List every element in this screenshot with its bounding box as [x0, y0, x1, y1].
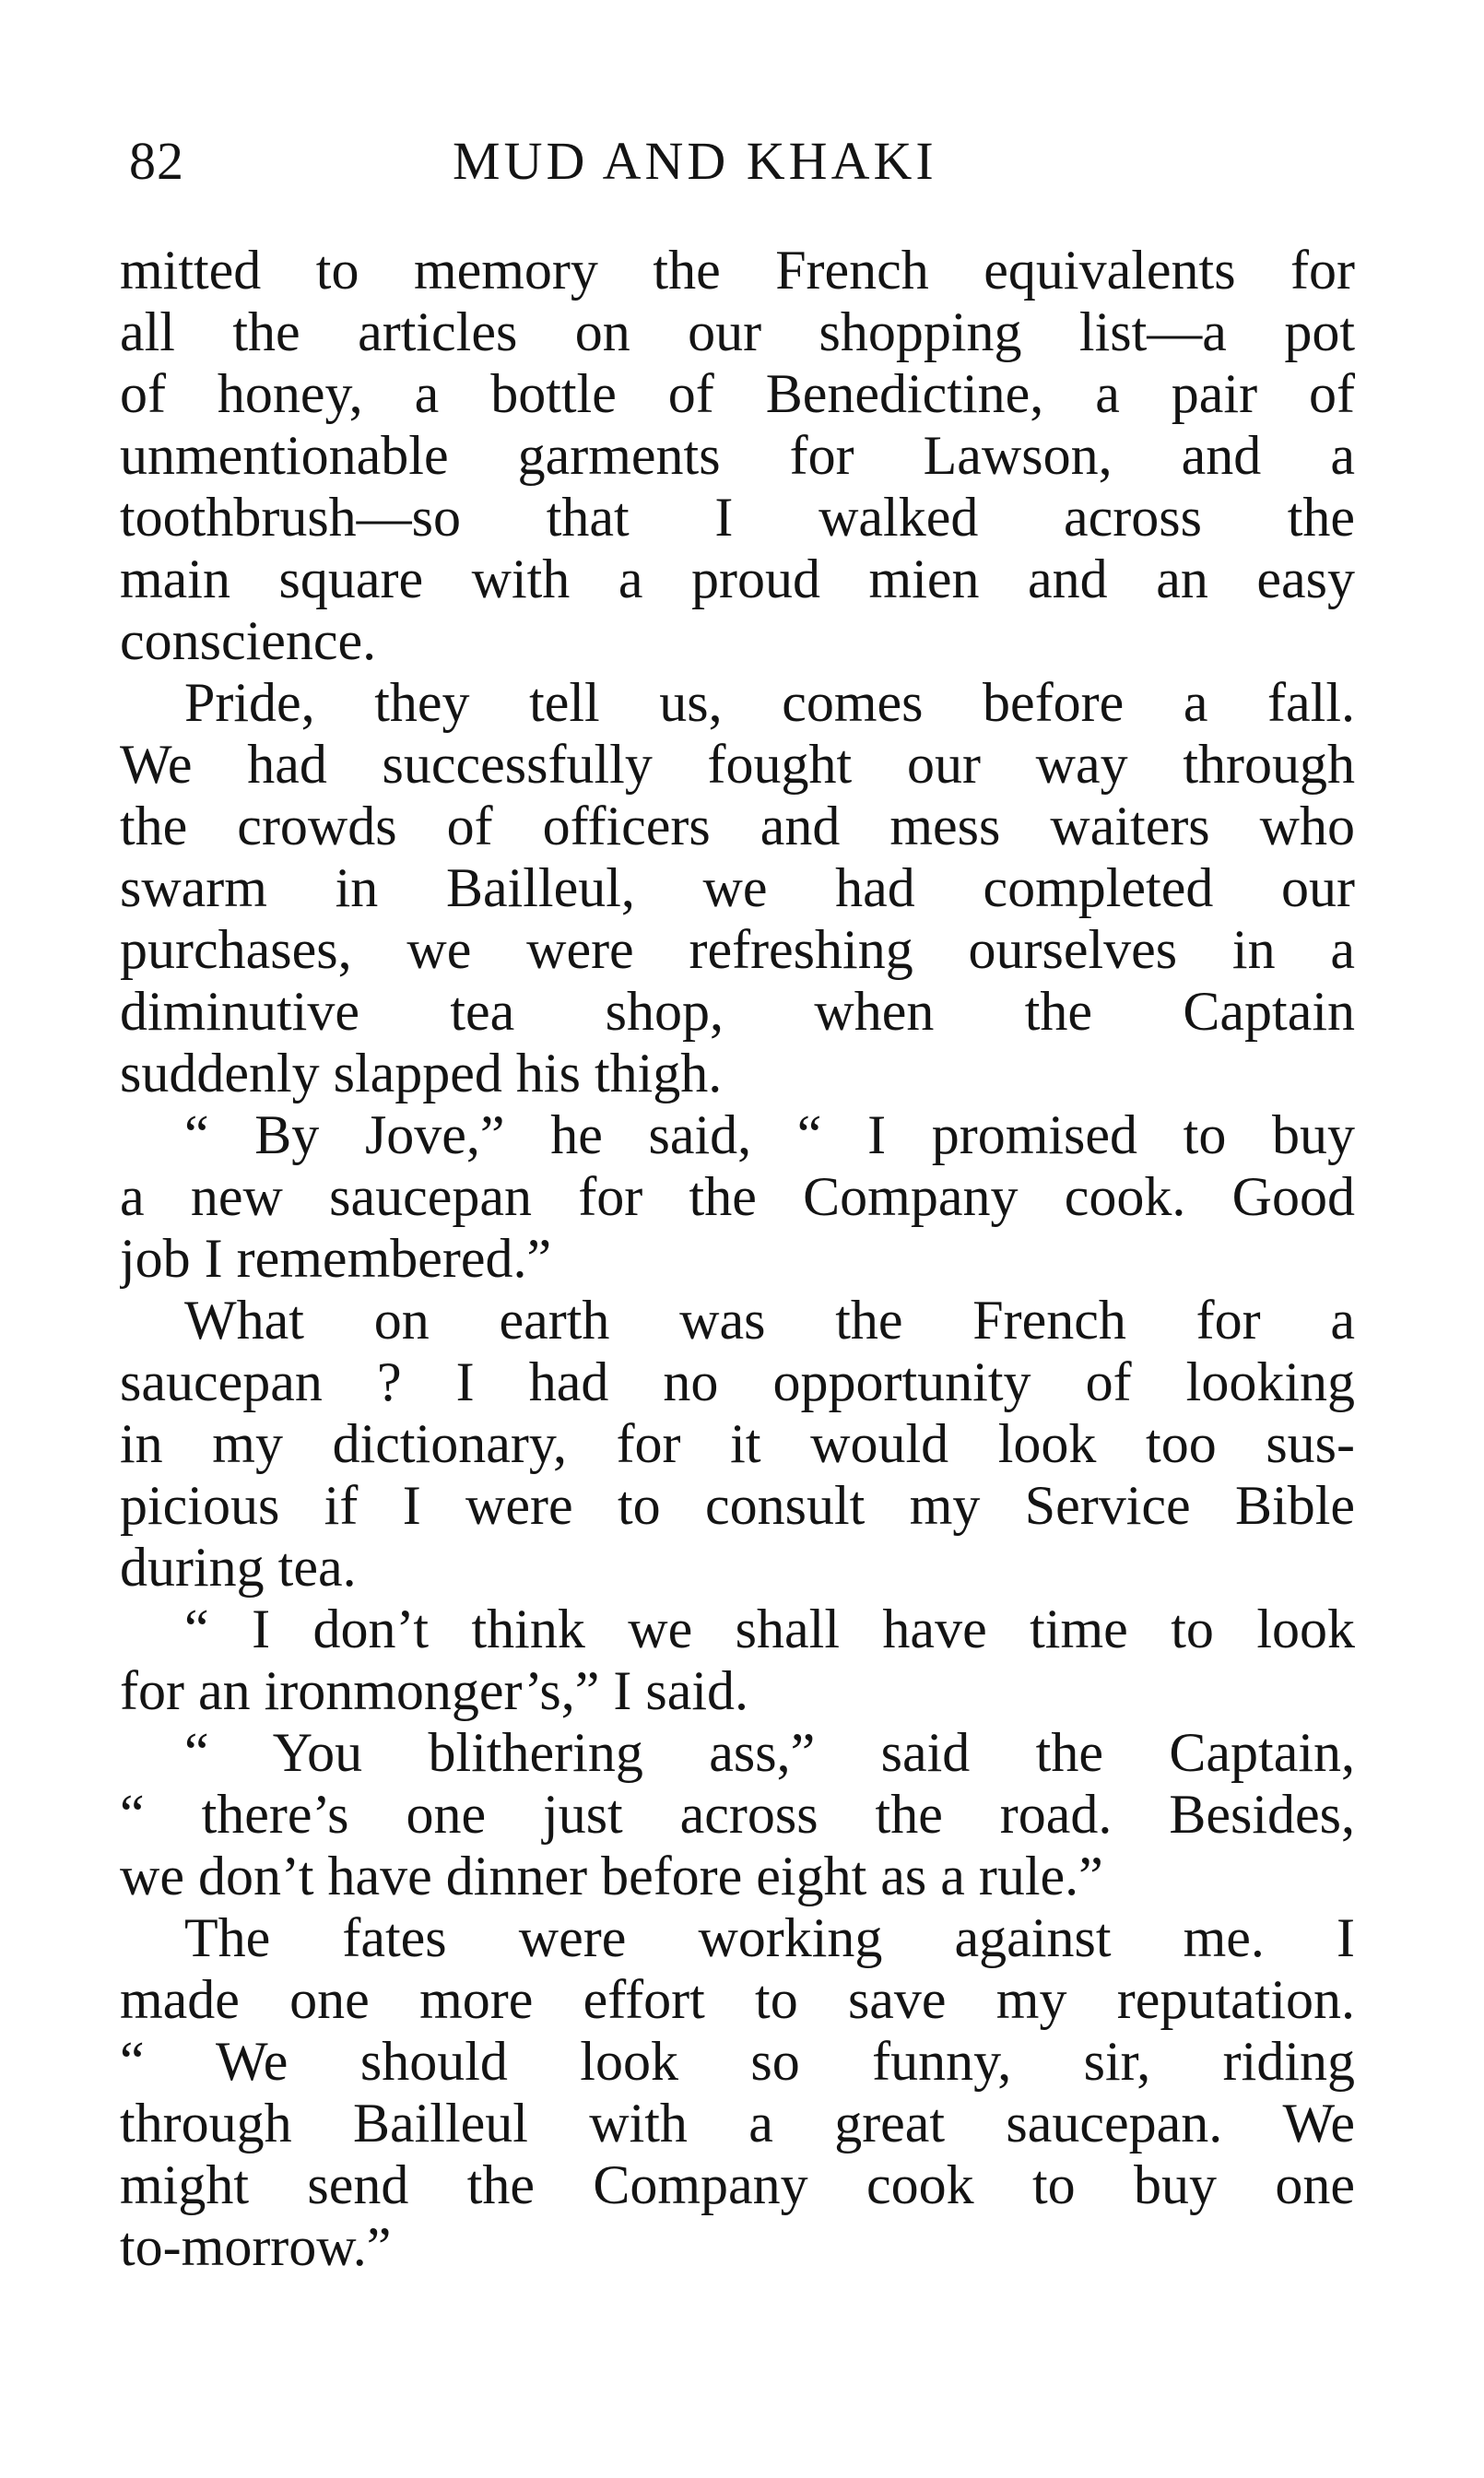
- text-line: in my dictionary, for it would look too sus-: [120, 1413, 1355, 1474]
- text-line: “ I don’t think we shall have time to look: [184, 1599, 1355, 1659]
- text-line: What on earth was the French for a: [184, 1290, 1355, 1351]
- text-line: to-morrow.”: [120, 2216, 392, 2277]
- text-line: job I remembered.”: [120, 1228, 552, 1289]
- text-line: during tea.: [120, 1537, 357, 1598]
- text-line: the crowds of officers and mess waiters who: [120, 796, 1355, 856]
- text-line: “ By Jove,” he said, “ I promised to buy: [184, 1104, 1355, 1165]
- text-line: swarm in Bailleul, we had completed our: [120, 857, 1355, 918]
- text-line: “ You blithering ass,” said the Captain,: [184, 1722, 1355, 1783]
- text-line: toothbrush—so that I walked across the: [120, 487, 1355, 548]
- text-line: Pride, they tell us, comes before a fall.: [184, 672, 1355, 733]
- body-text: [120, 240, 1355, 2278]
- page-header: [129, 124, 1355, 198]
- text-line: for an ironmonger’s,” I said.: [120, 1660, 749, 1721]
- text-line: suddenly slapped his thigh.: [120, 1043, 723, 1103]
- text-line: “ there’s one just across the road. Besides,: [120, 1784, 1355, 1845]
- text-line: picious if I were to consult my Service Bible: [120, 1475, 1355, 1536]
- text-line: main square with a proud mien and an easy: [120, 549, 1355, 609]
- text-line: saucepan ? I had no opportunity of looking: [120, 1351, 1355, 1412]
- text-line: we don’t have dinner before eight as a rule.”: [120, 1846, 1103, 1906]
- text-line: all the articles on our shopping list—a pot: [120, 301, 1355, 362]
- text-line: made one more effort to save my reputation.: [120, 1969, 1355, 2030]
- text-line: We had successfully fought our way through: [120, 734, 1355, 795]
- text-line: conscience.: [120, 610, 377, 671]
- text-line: of honey, a bottle of Benedictine, a pair of: [120, 363, 1355, 424]
- text-line: a new saucepan for the Company cook. Good: [120, 1166, 1355, 1227]
- running-head: MUD AND KHAKI: [453, 131, 937, 191]
- page-number: 82: [129, 131, 184, 191]
- text-line: purchases, we were refreshing ourselves in a: [120, 919, 1355, 980]
- text-line: unmentionable garments for Lawson, and a: [120, 425, 1355, 486]
- text-line: might send the Company cook to buy one: [120, 2154, 1355, 2215]
- text-line: The fates were working against me. I: [184, 1907, 1355, 1968]
- text-line: diminutive tea shop, when the Captain: [120, 981, 1355, 1042]
- text-line: mitted to memory the French equivalents for: [120, 240, 1355, 301]
- text-line: through Bailleul with a great saucepan. We: [120, 2093, 1355, 2154]
- text-line: “ We should look so funny, sir, riding: [120, 2031, 1355, 2092]
